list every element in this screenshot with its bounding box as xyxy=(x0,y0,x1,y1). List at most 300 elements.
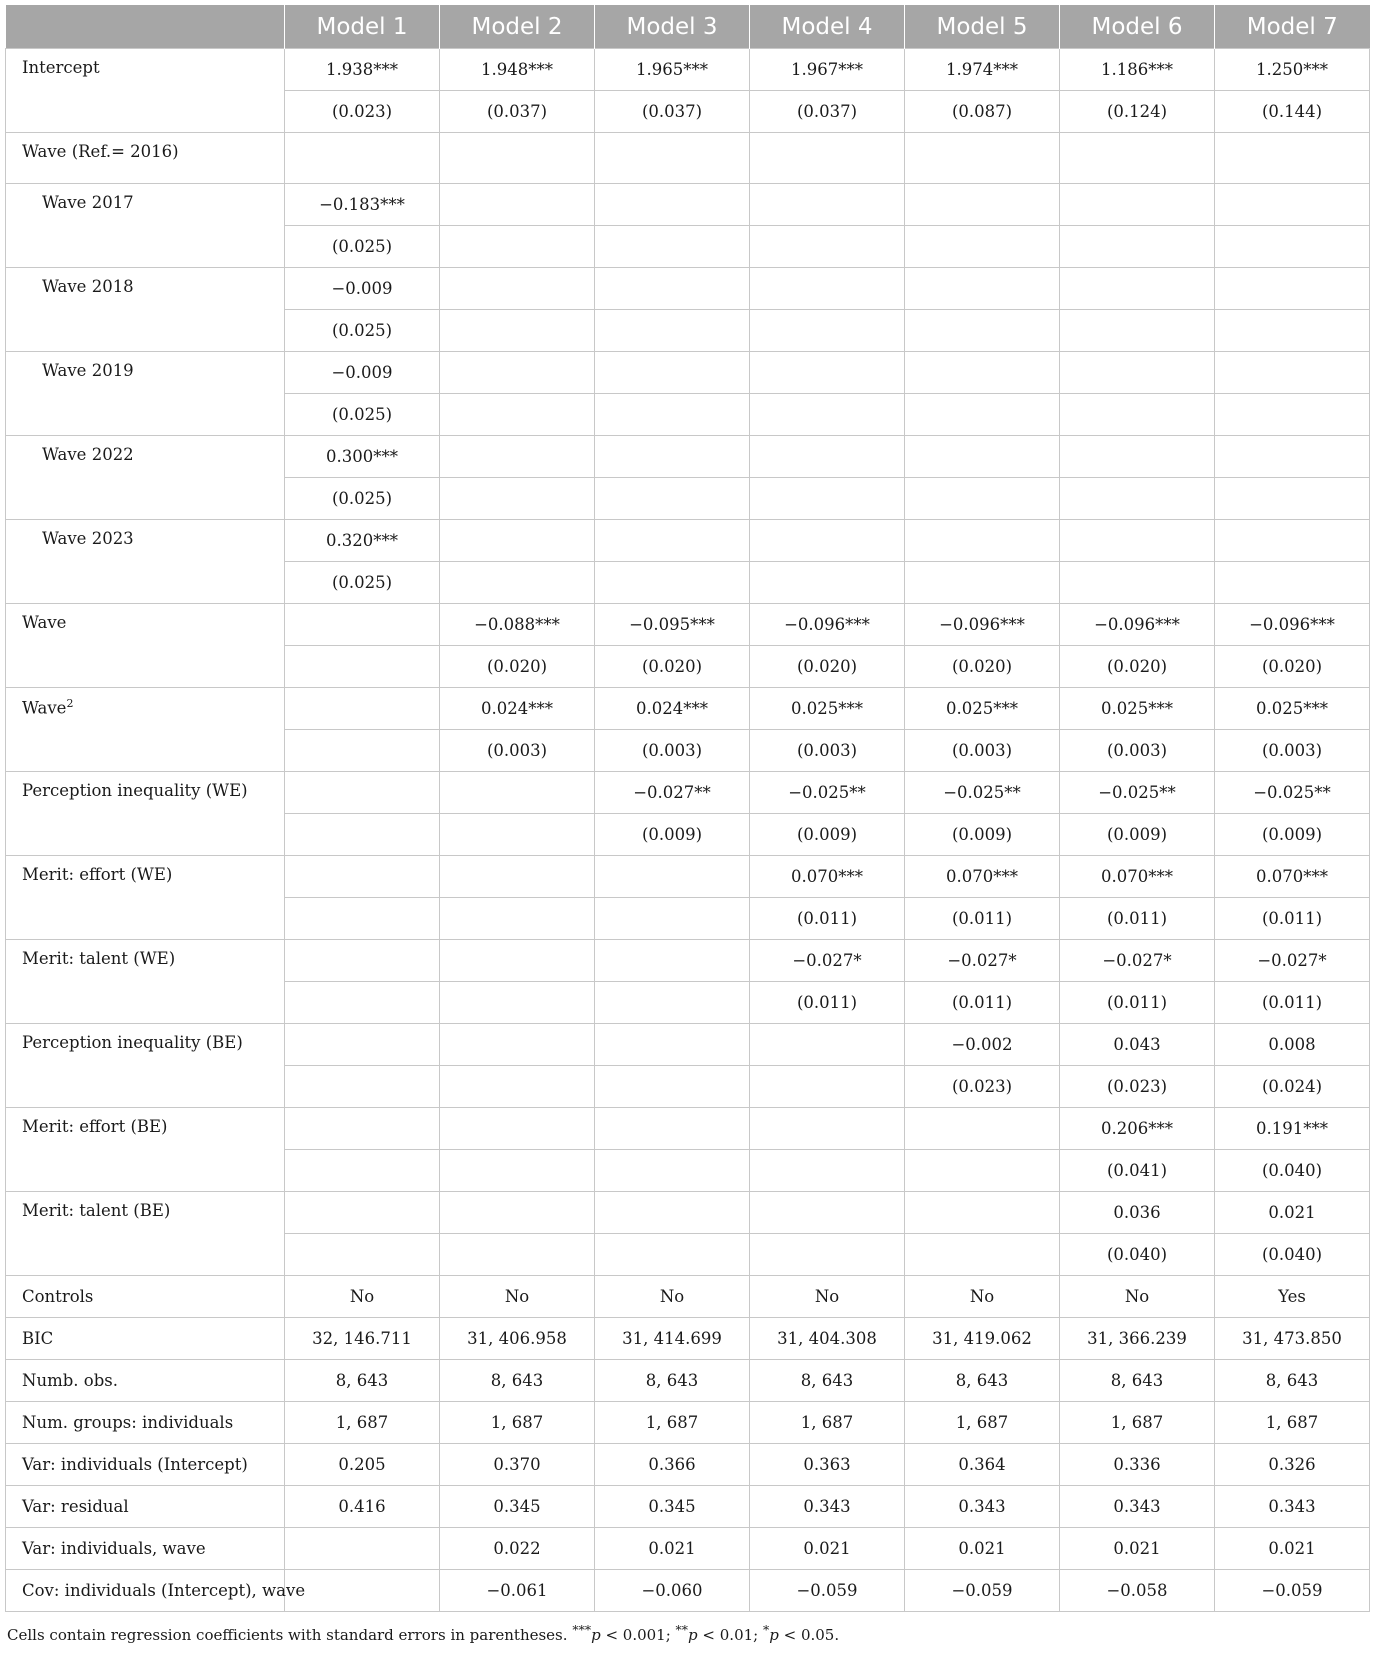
coef-cell: −0.025** xyxy=(1215,772,1370,814)
stat-cell: −0.059 xyxy=(750,1570,905,1612)
stat-cell: 0.022 xyxy=(440,1528,595,1570)
stat-cell: No xyxy=(285,1276,440,1318)
footnote-sig1: ***p < 0.001; xyxy=(572,1622,676,1644)
se-cell: (0.025) xyxy=(285,226,440,268)
row-label xyxy=(6,1024,285,1108)
stat-cell: 0.021 xyxy=(905,1528,1060,1570)
coef-cell xyxy=(285,1108,440,1150)
coef-cell: 1.250*** xyxy=(1215,49,1370,91)
row-label-text: Perception inequality (WE) xyxy=(22,781,248,800)
stat-cell: 1, 687 xyxy=(285,1402,440,1444)
se-cell: (0.011) xyxy=(750,898,905,940)
se-cell: (0.009) xyxy=(1060,814,1215,856)
se-cell: (0.011) xyxy=(750,982,905,1024)
coef-cell xyxy=(285,1024,440,1066)
se-cell xyxy=(285,1150,440,1192)
row-label-text: Merit: talent (WE) xyxy=(22,949,176,968)
coef-cell: −0.027* xyxy=(905,940,1060,982)
se-cell xyxy=(905,1150,1060,1192)
coef-cell xyxy=(285,133,440,184)
se-cell xyxy=(1215,562,1370,604)
se-cell xyxy=(1215,310,1370,352)
stat-cell: 0.343 xyxy=(1215,1486,1370,1528)
se-cell xyxy=(905,394,1060,436)
se-cell: (0.020) xyxy=(750,646,905,688)
coef-cell: 0.024*** xyxy=(595,688,750,730)
coef-cell xyxy=(595,436,750,478)
row-label xyxy=(6,604,285,688)
coef-cell xyxy=(440,520,595,562)
se-cell: (0.023) xyxy=(1060,1066,1215,1108)
row-label xyxy=(6,520,285,604)
coef-cell: −0.009 xyxy=(285,352,440,394)
row-label xyxy=(6,1192,285,1276)
coef-cell xyxy=(285,772,440,814)
coef-cell: 1.965*** xyxy=(595,49,750,91)
stat-cell xyxy=(285,1570,440,1612)
se-cell: (0.023) xyxy=(905,1066,1060,1108)
se-cell xyxy=(440,982,595,1024)
se-cell xyxy=(595,226,750,268)
footnote-sig2: **p < 0.01; xyxy=(675,1622,763,1644)
coef-cell: −0.183*** xyxy=(285,184,440,226)
coef-cell xyxy=(440,940,595,982)
stat-row xyxy=(6,1402,1370,1444)
se-cell xyxy=(440,394,595,436)
stat-cell: No xyxy=(1060,1276,1215,1318)
coef-row xyxy=(6,184,1370,226)
row-label-text: Merit: effort (BE) xyxy=(22,1117,168,1136)
coef-row xyxy=(6,1024,1370,1066)
coef-cell xyxy=(1215,352,1370,394)
coef-cell: 0.070*** xyxy=(1060,856,1215,898)
stat-row xyxy=(6,1360,1370,1402)
se-cell xyxy=(905,562,1060,604)
header-row xyxy=(6,5,1370,49)
coef-row xyxy=(6,520,1370,562)
se-cell xyxy=(440,1234,595,1276)
coef-cell: 0.043 xyxy=(1060,1024,1215,1066)
coef-cell xyxy=(905,133,1060,184)
coef-cell xyxy=(1060,133,1215,184)
se-cell: (0.025) xyxy=(285,562,440,604)
stat-cell: 8, 643 xyxy=(595,1360,750,1402)
stat-cell: −0.059 xyxy=(1215,1570,1370,1612)
coef-cell: −0.027* xyxy=(1215,940,1370,982)
coef-cell xyxy=(440,436,595,478)
se-cell: (0.025) xyxy=(285,478,440,520)
coef-row xyxy=(6,940,1370,982)
stat-cell: −0.059 xyxy=(905,1570,1060,1612)
coef-cell xyxy=(905,1192,1060,1234)
coef-cell xyxy=(750,268,905,310)
coef-cell: 0.070*** xyxy=(750,856,905,898)
coef-cell: −0.009 xyxy=(285,268,440,310)
stat-cell: 8, 643 xyxy=(1060,1360,1215,1402)
row-label-text: Wave 2017 xyxy=(42,193,134,212)
se-cell xyxy=(440,814,595,856)
stat-cell: 8, 643 xyxy=(905,1360,1060,1402)
coef-row xyxy=(6,436,1370,478)
se-cell: (0.003) xyxy=(1060,730,1215,772)
row-label-text: Wave 2018 xyxy=(42,277,134,296)
coef-cell xyxy=(750,352,905,394)
se-cell xyxy=(595,898,750,940)
se-cell: (0.011) xyxy=(1060,982,1215,1024)
se-cell xyxy=(285,1066,440,1108)
se-cell: (0.003) xyxy=(1215,730,1370,772)
coef-row xyxy=(6,604,1370,646)
coef-cell xyxy=(595,352,750,394)
row-label xyxy=(6,268,285,352)
se-cell: (0.024) xyxy=(1215,1066,1370,1108)
coef-row xyxy=(6,49,1370,91)
coef-cell xyxy=(285,940,440,982)
se-cell xyxy=(750,478,905,520)
se-cell xyxy=(440,226,595,268)
coef-row xyxy=(6,1108,1370,1150)
coef-cell xyxy=(440,1024,595,1066)
se-cell xyxy=(905,310,1060,352)
coef-cell xyxy=(1215,133,1370,184)
se-cell xyxy=(750,394,905,436)
stat-cell: No xyxy=(905,1276,1060,1318)
coef-cell: 1.186*** xyxy=(1060,49,1215,91)
se-cell: (0.040) xyxy=(1215,1150,1370,1192)
stat-cell: 31, 406.958 xyxy=(440,1318,595,1360)
coef-cell: −0.027* xyxy=(750,940,905,982)
coef-cell: 0.070*** xyxy=(905,856,1060,898)
stat-cell: −0.061 xyxy=(440,1570,595,1612)
header-model-2: Model 2 xyxy=(440,5,595,49)
se-cell xyxy=(750,562,905,604)
row-label xyxy=(6,856,285,940)
coef-cell xyxy=(440,268,595,310)
row-label xyxy=(6,940,285,1024)
stat-cell: 0.336 xyxy=(1060,1444,1215,1486)
coef-cell xyxy=(595,520,750,562)
header-model-4: Model 4 xyxy=(750,5,905,49)
stat-cell: 8, 643 xyxy=(750,1360,905,1402)
stat-cell: 8, 643 xyxy=(1215,1360,1370,1402)
se-cell: (0.011) xyxy=(905,898,1060,940)
se-cell: (0.003) xyxy=(905,730,1060,772)
se-cell xyxy=(905,478,1060,520)
row-label xyxy=(6,1108,285,1192)
stat-cell: 1, 687 xyxy=(1060,1402,1215,1444)
se-cell xyxy=(285,646,440,688)
coef-cell xyxy=(1060,436,1215,478)
se-cell: (0.037) xyxy=(750,91,905,133)
coef-cell xyxy=(595,856,750,898)
row-label xyxy=(6,772,285,856)
coef-cell xyxy=(750,184,905,226)
stat-label: Controls xyxy=(6,1276,285,1318)
se-cell xyxy=(905,1234,1060,1276)
se-cell xyxy=(595,1066,750,1108)
coef-cell xyxy=(440,772,595,814)
coef-cell xyxy=(595,1108,750,1150)
coef-cell xyxy=(595,940,750,982)
stat-cell: 0.416 xyxy=(285,1486,440,1528)
coef-cell: −0.088*** xyxy=(440,604,595,646)
coef-cell xyxy=(440,1108,595,1150)
coef-row xyxy=(6,133,1370,184)
stat-cell xyxy=(285,1528,440,1570)
coef-cell: 0.300*** xyxy=(285,436,440,478)
se-cell: (0.144) xyxy=(1215,91,1370,133)
header-model-1: Model 1 xyxy=(285,5,440,49)
row-label-text: Wave xyxy=(22,613,67,632)
se-cell xyxy=(285,814,440,856)
stat-label: Num. groups: individuals xyxy=(6,1402,285,1444)
se-cell xyxy=(1215,478,1370,520)
coef-cell xyxy=(750,1024,905,1066)
se-cell: (0.011) xyxy=(1215,982,1370,1024)
coef-cell: 0.008 xyxy=(1215,1024,1370,1066)
coef-cell: −0.027** xyxy=(595,772,750,814)
coef-cell: −0.025** xyxy=(750,772,905,814)
stat-cell: 1, 687 xyxy=(750,1402,905,1444)
coef-cell xyxy=(440,1192,595,1234)
se-cell: (0.041) xyxy=(1060,1150,1215,1192)
row-label-superscript: 2 xyxy=(66,697,74,710)
footnote-sig3: *p < 0.05. xyxy=(762,1622,840,1644)
se-cell xyxy=(285,730,440,772)
coef-row xyxy=(6,688,1370,730)
coef-cell xyxy=(750,133,905,184)
se-cell xyxy=(285,982,440,1024)
stat-cell: 0.363 xyxy=(750,1444,905,1486)
se-cell xyxy=(595,982,750,1024)
se-cell xyxy=(440,1066,595,1108)
stat-cell: 1, 687 xyxy=(595,1402,750,1444)
stat-cell: −0.058 xyxy=(1060,1570,1215,1612)
coef-row xyxy=(6,268,1370,310)
row-label-text: Merit: effort (WE) xyxy=(22,865,173,884)
coef-cell: −0.025** xyxy=(1060,772,1215,814)
coef-cell: −0.096*** xyxy=(905,604,1060,646)
header-model-7: Model 7 xyxy=(1215,5,1370,49)
se-cell: (0.009) xyxy=(595,814,750,856)
stat-cell: 0.326 xyxy=(1215,1444,1370,1486)
se-cell xyxy=(440,562,595,604)
stat-cell: 0.343 xyxy=(1060,1486,1215,1528)
se-cell: (0.020) xyxy=(905,646,1060,688)
coef-cell xyxy=(285,1192,440,1234)
stat-cell: 31, 366.239 xyxy=(1060,1318,1215,1360)
stat-label: Numb. obs. xyxy=(6,1360,285,1402)
se-cell xyxy=(1215,226,1370,268)
stat-row xyxy=(6,1276,1370,1318)
coef-cell xyxy=(905,268,1060,310)
stat-row xyxy=(6,1528,1370,1570)
stat-label: Cov: individuals (Intercept), wave xyxy=(6,1570,285,1612)
stat-row xyxy=(6,1486,1370,1528)
coef-cell: 0.021 xyxy=(1215,1192,1370,1234)
stat-cell: 32, 146.711 xyxy=(285,1318,440,1360)
coef-cell: 1.948*** xyxy=(440,49,595,91)
stat-cell: No xyxy=(750,1276,905,1318)
coef-cell: −0.096*** xyxy=(1215,604,1370,646)
table-header xyxy=(6,5,1370,49)
stat-cell: 0.021 xyxy=(1060,1528,1215,1570)
stat-cell: 1, 687 xyxy=(440,1402,595,1444)
se-cell: (0.003) xyxy=(440,730,595,772)
coef-cell xyxy=(1060,520,1215,562)
se-cell: (0.011) xyxy=(1060,898,1215,940)
coef-cell: −0.096*** xyxy=(750,604,905,646)
stat-cell: 31, 414.699 xyxy=(595,1318,750,1360)
coef-row xyxy=(6,352,1370,394)
row-label-text: Wave 2023 xyxy=(42,529,134,548)
coef-cell: 0.025*** xyxy=(750,688,905,730)
stat-row xyxy=(6,1318,1370,1360)
se-cell: (0.020) xyxy=(595,646,750,688)
se-cell xyxy=(750,310,905,352)
row-label xyxy=(6,133,285,184)
stat-cell: 0.021 xyxy=(1215,1528,1370,1570)
se-cell: (0.009) xyxy=(1215,814,1370,856)
se-cell xyxy=(440,898,595,940)
coef-cell: 0.024*** xyxy=(440,688,595,730)
se-cell xyxy=(440,478,595,520)
stat-label: BIC xyxy=(6,1318,285,1360)
header-model-5: Model 5 xyxy=(905,5,1060,49)
stat-cell: 0.364 xyxy=(905,1444,1060,1486)
coef-cell xyxy=(285,604,440,646)
stat-row xyxy=(6,1444,1370,1486)
stat-cell: 0.021 xyxy=(595,1528,750,1570)
se-cell: (0.020) xyxy=(440,646,595,688)
se-cell: (0.011) xyxy=(905,982,1060,1024)
coef-cell xyxy=(1060,352,1215,394)
stat-cell: 8, 643 xyxy=(440,1360,595,1402)
stat-cell: 8, 643 xyxy=(285,1360,440,1402)
stat-cell: 31, 473.850 xyxy=(1215,1318,1370,1360)
coef-cell xyxy=(905,352,1060,394)
header-model-3: Model 3 xyxy=(595,5,750,49)
coef-cell: 0.320*** xyxy=(285,520,440,562)
se-cell xyxy=(1215,394,1370,436)
stat-cell: 0.345 xyxy=(595,1486,750,1528)
coef-cell xyxy=(750,520,905,562)
se-cell xyxy=(595,562,750,604)
coef-cell: −0.027* xyxy=(1060,940,1215,982)
stat-label: Var: individuals, wave xyxy=(6,1528,285,1570)
coef-cell xyxy=(905,184,1060,226)
coef-row xyxy=(6,772,1370,814)
coef-cell xyxy=(1215,520,1370,562)
stat-cell: Yes xyxy=(1215,1276,1370,1318)
coef-cell xyxy=(595,1192,750,1234)
coef-cell: 0.191*** xyxy=(1215,1108,1370,1150)
coef-cell xyxy=(750,436,905,478)
se-cell: (0.020) xyxy=(1215,646,1370,688)
row-label-text: Wave 2019 xyxy=(42,361,134,380)
coef-cell xyxy=(1215,268,1370,310)
stat-cell: 0.021 xyxy=(750,1528,905,1570)
coef-row xyxy=(6,856,1370,898)
coef-cell xyxy=(285,688,440,730)
se-cell xyxy=(285,1234,440,1276)
coef-cell xyxy=(1060,268,1215,310)
se-cell xyxy=(595,310,750,352)
coef-cell: 0.036 xyxy=(1060,1192,1215,1234)
coef-cell xyxy=(285,856,440,898)
stat-row xyxy=(6,1570,1370,1612)
coef-cell: −0.096*** xyxy=(1060,604,1215,646)
stat-cell: 31, 404.308 xyxy=(750,1318,905,1360)
coef-cell xyxy=(905,520,1060,562)
header-model-6: Model 6 xyxy=(1060,5,1215,49)
coef-cell: 1.938*** xyxy=(285,49,440,91)
stat-label: Var: individuals (Intercept) xyxy=(6,1444,285,1486)
table-body xyxy=(6,49,1370,1612)
coef-cell xyxy=(750,1108,905,1150)
row-label xyxy=(6,352,285,436)
stat-cell: 0.343 xyxy=(750,1486,905,1528)
coef-cell xyxy=(905,436,1060,478)
coef-cell xyxy=(440,352,595,394)
se-cell xyxy=(595,394,750,436)
stat-cell: 1, 687 xyxy=(905,1402,1060,1444)
stat-cell: 0.345 xyxy=(440,1486,595,1528)
coef-cell xyxy=(595,184,750,226)
se-cell: (0.020) xyxy=(1060,646,1215,688)
row-label-text: Intercept xyxy=(22,58,100,77)
se-cell xyxy=(440,310,595,352)
stat-cell: No xyxy=(595,1276,750,1318)
coef-cell: 0.070*** xyxy=(1215,856,1370,898)
se-cell: (0.023) xyxy=(285,91,440,133)
coef-cell: 0.025*** xyxy=(1215,688,1370,730)
coef-cell: 0.025*** xyxy=(905,688,1060,730)
se-cell: (0.037) xyxy=(440,91,595,133)
se-cell xyxy=(1060,394,1215,436)
se-cell: (0.003) xyxy=(595,730,750,772)
row-label-text: Wave xyxy=(22,698,67,718)
se-cell: (0.025) xyxy=(285,394,440,436)
se-cell xyxy=(595,1150,750,1192)
se-cell: (0.009) xyxy=(905,814,1060,856)
se-cell: (0.009) xyxy=(750,814,905,856)
stat-cell: 0.370 xyxy=(440,1444,595,1486)
se-cell xyxy=(750,1150,905,1192)
se-cell xyxy=(595,1234,750,1276)
se-cell: (0.040) xyxy=(1215,1234,1370,1276)
se-cell: (0.025) xyxy=(285,310,440,352)
se-cell: (0.124) xyxy=(1060,91,1215,133)
row-label xyxy=(6,436,285,520)
se-cell: (0.011) xyxy=(1215,898,1370,940)
coef-cell: 1.967*** xyxy=(750,49,905,91)
coef-cell: −0.025** xyxy=(905,772,1060,814)
coef-cell xyxy=(905,1108,1060,1150)
regression-table-container xyxy=(5,5,1367,1644)
stat-cell: −0.060 xyxy=(595,1570,750,1612)
se-cell xyxy=(1060,562,1215,604)
se-cell xyxy=(285,898,440,940)
se-cell xyxy=(1060,226,1215,268)
header-label-cell xyxy=(6,5,285,49)
stat-cell: 1, 687 xyxy=(1215,1402,1370,1444)
row-label-text: Wave (Ref.= 2016) xyxy=(22,142,179,161)
coef-row xyxy=(6,1192,1370,1234)
table-footnote xyxy=(5,1622,1367,1644)
se-cell xyxy=(905,226,1060,268)
footnote-text: Cells contain regression coefficients with standard errors in parentheses. xyxy=(7,1626,568,1644)
